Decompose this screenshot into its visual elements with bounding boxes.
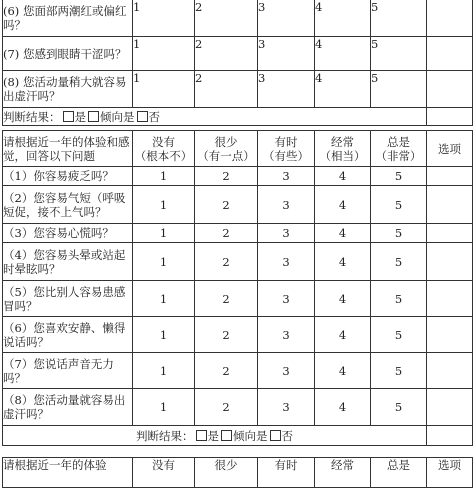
table-row xyxy=(3,186,473,224)
score-option-4[interactable]: 4 xyxy=(315,353,371,389)
score-option-1[interactable]: 1 xyxy=(133,353,195,389)
header-option-never: 没有 （根本不） xyxy=(133,131,195,167)
score-option-5[interactable]: 5 xyxy=(371,243,427,281)
judgment-label: 判断结果： xyxy=(3,109,61,124)
judgment-cell xyxy=(3,108,427,126)
blank-cell xyxy=(427,224,473,243)
score-option-3[interactable]: 3 xyxy=(258,281,315,317)
score-option-2[interactable]: 2 xyxy=(195,186,258,224)
score-option-3[interactable]: 3 xyxy=(258,243,315,281)
score-option-2[interactable]: 2 xyxy=(195,281,258,317)
option-tendency-label: 倾向是 xyxy=(233,428,268,443)
score-option-1[interactable]: 1 xyxy=(133,243,195,281)
judgment-row xyxy=(3,426,473,446)
question-cell: （3）您容易心慌吗？ xyxy=(3,224,133,243)
header-option-often: 经常 xyxy=(315,458,371,488)
question-cell: （2）您容易气短（呼吸短促，接不上气吗？ xyxy=(3,186,133,224)
blank-cell xyxy=(427,426,473,446)
score-option-4[interactable]: 4 xyxy=(315,71,371,108)
score-option-1[interactable]: 1 xyxy=(133,224,195,243)
blank-cell xyxy=(427,167,473,186)
header-option-always: 总是 （非常） xyxy=(371,131,427,167)
option-yes-label: 是 xyxy=(74,109,86,124)
blank-cell xyxy=(427,186,473,224)
blank-cell xyxy=(427,281,473,317)
score-option-1[interactable]: 1 xyxy=(133,167,195,186)
score-option-5[interactable]: 5 xyxy=(371,167,427,186)
score-option-4[interactable]: 4 xyxy=(315,224,371,243)
score-option-2[interactable]: 2 xyxy=(195,37,258,71)
blank-cell xyxy=(427,389,473,426)
score-option-2[interactable]: 2 xyxy=(195,224,258,243)
score-option-3[interactable]: 3 xyxy=(258,71,315,108)
header-option-always: 总是 xyxy=(371,458,427,488)
header-option-never: 没有 xyxy=(133,458,195,488)
table-row xyxy=(3,37,473,71)
score-option-4[interactable]: 4 xyxy=(315,167,371,186)
score-option-1[interactable]: 1 xyxy=(133,281,195,317)
checkbox-tendency[interactable] xyxy=(221,430,232,441)
score-option-3[interactable]: 3 xyxy=(258,353,315,389)
header-option-rarely: 很少 （有一点） xyxy=(195,131,258,167)
score-option-2[interactable]: 2 xyxy=(195,243,258,281)
score-option-4[interactable]: 4 xyxy=(315,37,371,71)
score-option-2[interactable]: 2 xyxy=(195,0,258,37)
header-extra: 选项 xyxy=(427,131,473,167)
score-option-5[interactable]: 5 xyxy=(371,281,427,317)
score-option-5[interactable]: 5 xyxy=(371,186,427,224)
score-option-4[interactable]: 4 xyxy=(315,389,371,426)
header-extra: 选项 xyxy=(427,458,473,488)
score-option-1[interactable]: 1 xyxy=(133,37,195,71)
header-question: 请根据近一年的体验和感觉，回答以下问题 xyxy=(3,131,133,167)
header-option-sometimes: 有时 xyxy=(258,458,315,488)
blank-cell xyxy=(427,37,473,71)
score-option-5[interactable]: 5 xyxy=(371,353,427,389)
score-option-3[interactable]: 3 xyxy=(258,37,315,71)
checkbox-no[interactable] xyxy=(270,430,281,441)
question-cell: (7) 您感到眼睛干涩吗？ xyxy=(3,37,133,71)
score-option-2[interactable]: 2 xyxy=(195,389,258,426)
header-option-rarely: 很少 xyxy=(195,458,258,488)
table-row xyxy=(3,71,473,108)
option-no-label: 否 xyxy=(281,428,293,443)
score-option-5[interactable]: 5 xyxy=(371,224,427,243)
score-option-5[interactable]: 5 xyxy=(371,0,427,37)
score-option-4[interactable]: 4 xyxy=(315,317,371,353)
score-option-2[interactable]: 2 xyxy=(195,317,258,353)
score-option-4[interactable]: 4 xyxy=(315,186,371,224)
blank-cell xyxy=(427,317,473,353)
score-option-5[interactable]: 5 xyxy=(371,37,427,71)
score-option-3[interactable]: 3 xyxy=(258,317,315,353)
score-option-3[interactable]: 3 xyxy=(258,224,315,243)
question-cell: （5）您比别人容易患感冒吗？ xyxy=(3,281,133,317)
table-row xyxy=(3,224,473,243)
blank-cell xyxy=(427,71,473,108)
checkbox-no[interactable] xyxy=(137,111,148,122)
score-option-2[interactable]: 2 xyxy=(195,167,258,186)
blank-cell xyxy=(427,353,473,389)
question-cell: （6）您喜欢安静、懒得说话吗？ xyxy=(3,317,133,353)
questionnaire-table-2 xyxy=(2,130,473,446)
question-cell: （1）你容易疲乏吗？ xyxy=(3,167,133,186)
table-row xyxy=(3,389,473,426)
score-option-3[interactable]: 3 xyxy=(258,186,315,224)
score-option-4[interactable]: 4 xyxy=(315,0,371,37)
score-option-2[interactable]: 2 xyxy=(195,353,258,389)
score-option-5[interactable]: 5 xyxy=(371,389,427,426)
score-option-1[interactable]: 1 xyxy=(133,71,195,108)
score-option-3[interactable]: 3 xyxy=(258,167,315,186)
question-cell: （7）您说话声音无力吗？ xyxy=(3,353,133,389)
table-row xyxy=(3,317,473,353)
score-option-1[interactable]: 1 xyxy=(133,317,195,353)
option-yes-label: 是 xyxy=(207,428,219,443)
question-cell: (8) 您活动量稍大就容易出虚汗吗？ xyxy=(3,71,133,108)
header-question: 请根据近一年的体验 xyxy=(3,458,133,488)
score-option-3[interactable]: 3 xyxy=(258,0,315,37)
blank-cell xyxy=(427,0,473,37)
table-row xyxy=(3,243,473,281)
score-option-4[interactable]: 4 xyxy=(315,281,371,317)
header-row xyxy=(3,131,473,167)
question-cell: （8）您活动量就容易出虚汗吗？ xyxy=(3,389,133,426)
checkbox-yes[interactable] xyxy=(63,111,74,122)
table-row xyxy=(3,353,473,389)
header-option-often: 经常 （相当） xyxy=(315,131,371,167)
question-cell: （4）您容易头晕或站起时晕眩吗？ xyxy=(3,243,133,281)
table-row xyxy=(3,0,473,37)
checkbox-yes[interactable] xyxy=(196,430,207,441)
table-row xyxy=(3,281,473,317)
option-tendency-label: 倾向是 xyxy=(100,109,135,124)
questionnaire-table-1 xyxy=(2,0,473,126)
judgment-row xyxy=(3,108,473,126)
score-option-3[interactable]: 3 xyxy=(258,389,315,426)
judgment-cell xyxy=(3,426,427,446)
score-option-1[interactable]: 1 xyxy=(133,186,195,224)
header-option-sometimes: 有时 （有些） xyxy=(258,131,315,167)
option-no-label: 否 xyxy=(148,109,160,124)
score-option-5[interactable]: 5 xyxy=(371,317,427,353)
score-option-1[interactable]: 1 xyxy=(133,389,195,426)
checkbox-tendency[interactable] xyxy=(88,111,99,122)
score-option-1[interactable]: 1 xyxy=(133,0,195,37)
header-row xyxy=(3,458,473,488)
score-option-5[interactable]: 5 xyxy=(371,71,427,108)
blank-cell xyxy=(427,243,473,281)
questionnaire-table-3 xyxy=(2,457,473,488)
question-cell: (6) 您面部两潮红或偏红吗？ xyxy=(3,0,133,37)
blank-cell xyxy=(427,108,473,126)
score-option-2[interactable]: 2 xyxy=(195,71,258,108)
score-option-4[interactable]: 4 xyxy=(315,243,371,281)
table-row xyxy=(3,167,473,186)
judgment-label: 判断结果： xyxy=(136,428,194,443)
